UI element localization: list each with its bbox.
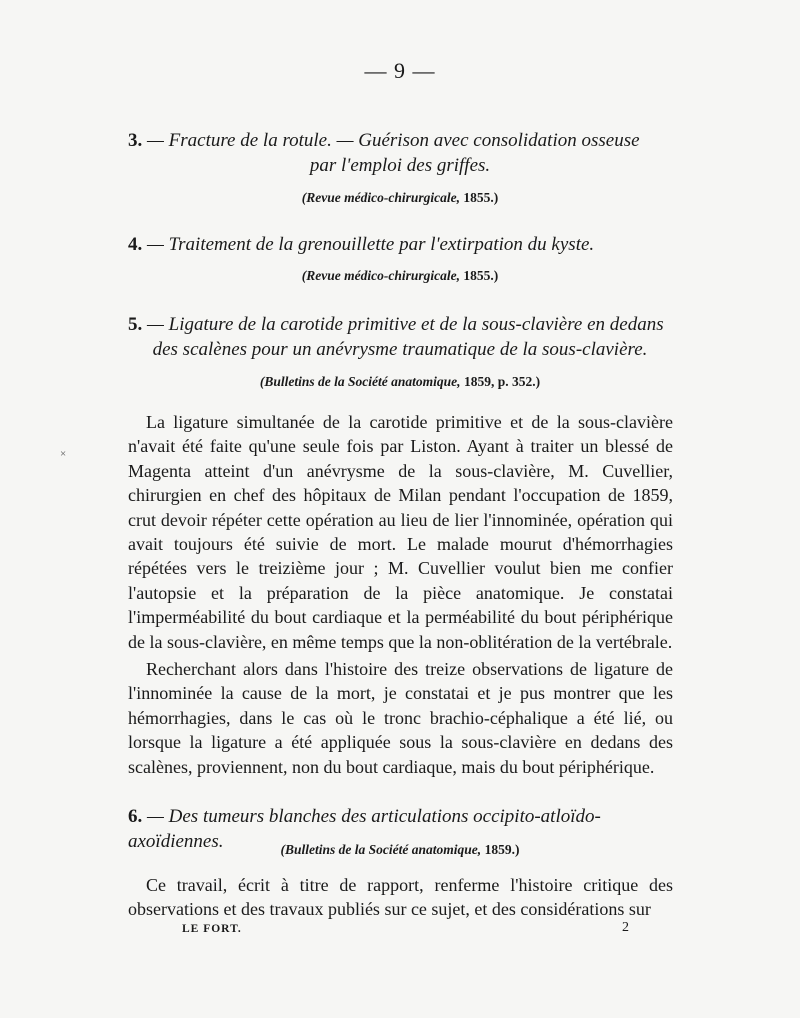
entry-5-reference xyxy=(128,374,672,390)
entry-4-reference xyxy=(128,268,672,284)
entry-title-line1: — Fracture de la rotule. — Guérison avec consolidation osseuse xyxy=(147,130,640,151)
body-paragraph-1 xyxy=(128,410,673,654)
reference-year: 1855.) xyxy=(463,268,499,283)
page-number: — 9 — xyxy=(364,58,436,83)
body-paragraph-2 xyxy=(128,657,673,779)
reference-source: (Bulletins de la Société anatomique, xyxy=(280,842,482,857)
reference-year: 1859.) xyxy=(484,842,520,857)
paragraph-text: Ce travail, écrit à titre de rapport, renferme l'histoire critique des observations et des travaux publiés sur ce sujet, et des considérations sur xyxy=(128,875,673,920)
footer-sheet-number: 2 xyxy=(622,920,629,935)
margin-mark: × xyxy=(60,448,67,460)
entry-title-line2: des scalènes pour un anévrysme traumatique de la sous-clavière. xyxy=(152,339,648,360)
entry-3-title xyxy=(128,128,672,178)
entry-3-reference xyxy=(128,190,672,206)
paragraph-text: Recherchant alors dans l'histoire des treize observations de ligature de l'innominée la cause de la mort, je constatai et je pus montrer que les hémorrhagies, dans le cas où le tronc brachio-céphalique a été lié, ou lorsque la ligature a été appliquée sous la sous-clavière en dedans des scalènes, proviennent, non du bout cardiaque, mais du bout périphérique. xyxy=(128,659,673,777)
entry-number: 6. xyxy=(128,806,143,827)
reference-source: (Revue médico-chirurgicale, xyxy=(301,268,460,283)
entry-number: 4. xyxy=(128,234,143,255)
entry-title-line1: — Ligature de la carotide primitive et de la sous-clavière en dedans xyxy=(147,314,664,335)
paragraph-text: La ligature simultanée de la carotide primitive et de la sous-clavière n'avait été faite qu'une seule fois par Liston. Ayant à traiter un blessé de Magenta atteint d'un anévrysme de la sous-clavière, M. Cuvellier, chirurgien en chef des hôpitaux de Milan pendant l'occupation de 1859, crut devoir répéter cette opération au lieu de lier l'innominée, opération qui avait toujours été suivie de mort. Le malade mourut d'hémorrhagies répétées vers le treizième jour ; M. Cuvellier voulut bien me confier l'autopsie et la préparation de la pièce anatomique. Je constatai l'imperméabilité du bout cardiaque et la perméabilité du bout périphérique de la sous-clavière, en même temps que la non-oblitération de la vertébrale. xyxy=(128,412,673,652)
footer-signature: LE FORT. xyxy=(182,923,242,935)
reference-year: 1855.) xyxy=(463,190,499,205)
reference-source: (Bulletins de la Société anatomique, xyxy=(259,374,461,389)
entry-6-reference xyxy=(128,842,672,858)
reference-year: 1859, p. 352.) xyxy=(463,374,541,389)
body-paragraph-3 xyxy=(128,873,673,922)
reference-source: (Revue médico-chirurgicale, xyxy=(301,190,460,205)
entry-4-title xyxy=(128,232,672,257)
entry-title-line1: — Des tumeurs blanches des articulations occipito-atloïdo-axoïdiennes. xyxy=(128,806,601,852)
entry-5-title xyxy=(128,312,672,362)
entry-number: 5. xyxy=(128,314,143,335)
entry-title-line2: par l'emploi des griffes. xyxy=(309,155,491,176)
entry-title-line1: — Traitement de la grenouillette par l'extirpation du kyste. xyxy=(147,234,595,255)
entry-number: 3. xyxy=(128,130,143,151)
